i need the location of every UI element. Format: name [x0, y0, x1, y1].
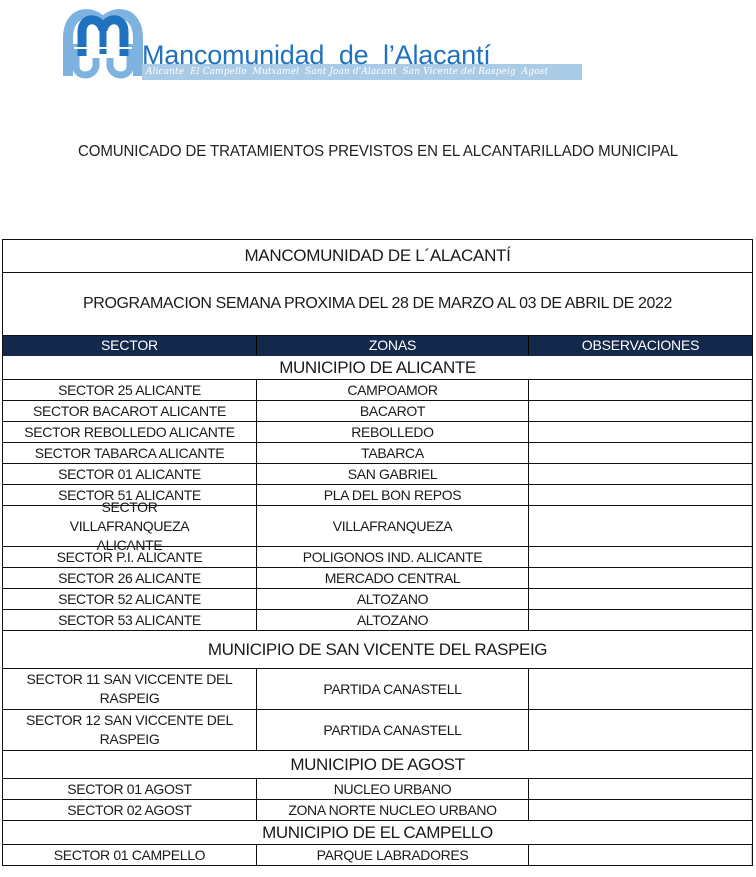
table-row — [3, 464, 752, 485]
sector-cell: SECTOR 53 ALICANTE — [3, 610, 257, 630]
municipio-row: MUNICIPIO DE ALICANTE — [3, 356, 752, 380]
municipio-row: MUNICIPIO DE AGOST — [3, 751, 752, 779]
sector-cell: SECTOR TABARCA ALICANTE — [3, 443, 257, 463]
observaciones-cell — [529, 380, 752, 400]
zona-cell: PARTIDA CANASTELL — [257, 710, 529, 750]
sector-cell: SECTOR VILLAFRANQUEZA ALICANTE — [3, 506, 257, 546]
observaciones-cell — [529, 547, 752, 567]
observaciones-cell — [529, 800, 752, 820]
observaciones-cell — [529, 422, 752, 442]
municipio-row: MUNICIPIO DE SAN VICENTE DEL RASPEIG — [3, 631, 752, 669]
sector-cell: SECTOR 26 ALICANTE — [3, 568, 257, 588]
table-subtitle: PROGRAMACION SEMANA PROXIMA DEL 28 DE MARZO AL 03 DE ABRIL DE 2022 — [3, 273, 752, 336]
observaciones-cell — [529, 401, 752, 421]
table-row — [3, 422, 752, 443]
sector-cell: SECTOR 52 ALICANTE — [3, 589, 257, 609]
column-header-zonas: ZONAS — [257, 336, 529, 355]
mancomunidad-logo — [60, 4, 600, 80]
logo-subtitle: Alicante El Campello Mutxamel Sant Joan d'Alacant San Vicente del Raspeig Agost — [146, 67, 549, 77]
table-row — [3, 498, 752, 553]
table-header — [3, 336, 752, 356]
sector-cell: SECTOR 25 ALICANTE — [3, 380, 257, 400]
zona-cell: ALTOZANO — [257, 589, 529, 609]
sector-cell: SECTOR REBOLLEDO ALICANTE — [3, 422, 257, 442]
sector-cell: SECTOR 01 CAMPELLO — [3, 845, 257, 865]
zona-cell: MERCADO CENTRAL — [257, 568, 529, 588]
observaciones-cell — [529, 779, 752, 799]
sector-cell: SECTOR P.I. ALICANTE — [3, 547, 257, 567]
observaciones-cell — [529, 485, 752, 505]
zona-cell: TABARCA — [257, 443, 529, 463]
sector-cell: SECTOR 01 AGOST — [3, 779, 257, 799]
zona-cell: ALTOZANO — [257, 610, 529, 630]
municipio-row: MUNICIPIO DE EL CAMPELLO — [3, 821, 752, 845]
table-row — [3, 779, 752, 800]
zona-cell: PARQUE LABRADORES — [257, 845, 529, 865]
sector-cell: SECTOR 51 ALICANTE — [3, 485, 257, 505]
table-title: MANCOMUNIDAD DE L´ALACANTÍ — [3, 240, 752, 273]
zona-cell: VILLAFRANQUEZA — [257, 506, 529, 546]
sector-cell: SECTOR 02 AGOST — [3, 800, 257, 820]
zona-cell: REBOLLEDO — [257, 422, 529, 442]
zona-cell: BACAROT — [257, 401, 529, 421]
observaciones-cell — [529, 506, 752, 546]
table-row — [3, 610, 752, 631]
observaciones-cell — [529, 845, 752, 865]
sector-cell: SECTOR 01 ALICANTE — [3, 464, 257, 484]
table-row — [3, 443, 752, 464]
table-row — [3, 589, 752, 610]
document-heading: COMUNICADO DE TRATAMIENTOS PREVISTOS EN EL ALCANTARILLADO MUNICIPAL — [77, 143, 679, 160]
observaciones-cell — [529, 443, 752, 463]
zona-cell: SAN GABRIEL — [257, 464, 529, 484]
table-row — [3, 547, 752, 568]
column-header-observaciones: OBSERVACIONES — [581, 337, 700, 353]
mancomunidad-emblem-icon — [60, 4, 146, 80]
zona-cell: NUCLEO URBANO — [257, 779, 529, 799]
observaciones-cell — [529, 464, 752, 484]
sector-cell: SECTOR 11 SAN VICCENTE DEL RASPEIG — [3, 669, 257, 709]
zona-cell: ZONA NORTE NUCLEO URBANO — [257, 800, 529, 820]
zona-cell: POLIGONOS IND. ALICANTE — [257, 547, 529, 567]
table-row — [3, 669, 752, 710]
zona-cell: PLA DEL BON REPOS — [257, 485, 529, 505]
table-row — [3, 380, 752, 401]
table-row — [3, 710, 752, 751]
observaciones-cell — [529, 610, 752, 630]
zona-cell: PARTIDA CANASTELL — [257, 669, 529, 709]
sector-cell: SECTOR 12 SAN VICCENTE DEL RASPEIG — [3, 710, 257, 750]
observaciones-cell — [529, 669, 752, 709]
table-row — [3, 800, 752, 821]
observaciones-cell — [529, 568, 752, 588]
table-row — [3, 401, 752, 422]
logo-title: Mancomunidad de l’Alacantí — [142, 40, 491, 70]
column-header-sector: SECTOR — [3, 336, 257, 355]
table-row — [3, 568, 752, 589]
observaciones-cell — [529, 589, 752, 609]
observaciones-cell — [529, 710, 752, 750]
schedule-table — [2, 239, 753, 866]
table-row — [3, 845, 752, 866]
sector-cell: SECTOR BACAROT ALICANTE — [3, 401, 257, 421]
zona-cell: CAMPOAMOR — [257, 380, 529, 400]
